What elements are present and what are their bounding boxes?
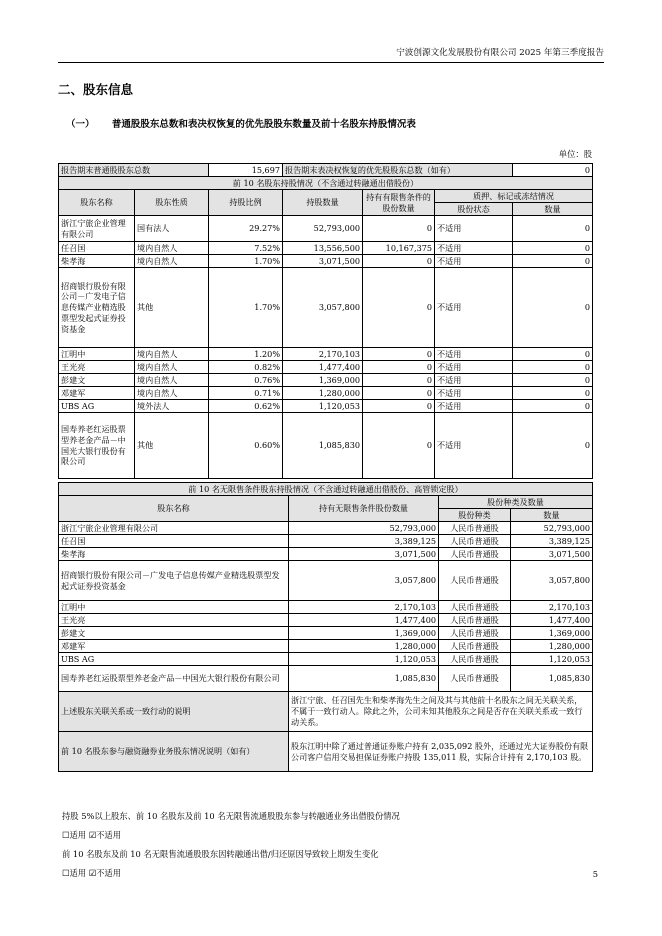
- note-change-text: 前 10 名股东及前 10 名无限售流通股股东因转融通出借/归还原因导致较上期发生变化: [62, 849, 379, 859]
- section-title: 二、股东信息: [58, 82, 134, 97]
- cell-qty: 3,071,500: [283, 255, 363, 268]
- cell-num: 0: [513, 400, 593, 413]
- cell-num: 0: [513, 216, 593, 242]
- col-share-type: 股份种类: [439, 509, 511, 522]
- cell-nature: 境内自然人: [135, 387, 209, 400]
- shareholder-row: [59, 374, 593, 387]
- cell-name: 招商银行股份有限公司－广发电子信息传媒产业精选股票型发起式证券投资基金: [59, 561, 289, 601]
- cell-qty: 1,085,830: [289, 666, 439, 692]
- cell-name: 浙江宁旅企业管理有限公司: [59, 216, 135, 242]
- cell-qty: 1,120,053: [289, 653, 439, 666]
- note-change-options: [62, 867, 121, 879]
- col-restricted-qty: 持有有限售条件的股份数量: [363, 190, 435, 216]
- cell-status: 不适用: [435, 348, 513, 361]
- cell-status: 不适用: [435, 242, 513, 255]
- cell-status: 不适用: [435, 216, 513, 242]
- cell-name: 任召国: [59, 535, 289, 548]
- shareholder-row: [59, 268, 593, 348]
- top10-shareholders-table: [58, 163, 593, 479]
- cell-ratio: 1.20%: [209, 348, 283, 361]
- cell-type: 人民币普通股: [439, 653, 511, 666]
- cell-num: 1,120,053: [511, 653, 593, 666]
- cell-ratio: 0.82%: [209, 361, 283, 374]
- cell-ratio: 0.62%: [209, 400, 283, 413]
- option-not-applicable-checkbox: ☑不适用: [88, 868, 122, 878]
- cell-name: 邓建军: [59, 387, 135, 400]
- cell-num: 0: [513, 361, 593, 374]
- cell-name: 柴孝海: [59, 255, 135, 268]
- page-header: 宁波创源文化发展股份有限公司 2025 年第三季度报告: [58, 46, 604, 63]
- col-unrestricted-name: 股东名称: [59, 496, 289, 522]
- subsection-text: 普通股股东总数和表决权恢复的优先股股东数量及前十名股东持股情况表: [111, 119, 416, 130]
- cell-num: 0: [513, 348, 593, 361]
- unrestricted-row: [59, 614, 593, 627]
- cell-num: 0: [513, 268, 593, 348]
- cell-type: 人民币普通股: [439, 640, 511, 653]
- cell-name: 江明中: [59, 601, 289, 614]
- cell-qty: 3,057,800: [289, 561, 439, 601]
- unrestricted-row: [59, 640, 593, 653]
- cell-num: 2,170,103: [511, 601, 593, 614]
- col-holding-ratio: 持股比例: [209, 190, 283, 216]
- shareholder-row: [59, 242, 593, 255]
- cell-status: 不适用: [435, 374, 513, 387]
- cell-nature: 国有法人: [135, 216, 209, 242]
- cell-status: 不适用: [435, 413, 513, 479]
- margin-text: 股东江明中除了通过普通证券账户持有 2,035,092 股外，还通过光大证券股份有限公司客户信用交易担保证券账户持股 135,011 股，实际合计持有 2,170,103 股。: [289, 732, 593, 772]
- cell-status: 不适用: [435, 268, 513, 348]
- cell-status: 不适用: [435, 400, 513, 413]
- shareholder-row: [59, 400, 593, 413]
- page-number: 5: [592, 869, 598, 879]
- cell-num: 1,085,830: [511, 666, 593, 692]
- unrestricted-row: [59, 627, 593, 640]
- cell-num: 1,477,400: [511, 614, 593, 627]
- shareholder-row: [59, 348, 593, 361]
- cell-type: 人民币普通股: [439, 627, 511, 640]
- top10-header: 前 10 名股东持股情况（不含通过转融通出借股份）: [59, 177, 593, 190]
- cell-type: 人民币普通股: [439, 601, 511, 614]
- cell-nature: 境内自然人: [135, 348, 209, 361]
- subsection-number: （一）: [66, 119, 95, 130]
- cell-type: 人民币普通股: [439, 561, 511, 601]
- cell-num: 0: [513, 387, 593, 400]
- cell-status: 不适用: [435, 387, 513, 400]
- relation-label: 上述股东关联关系或一致行动的说明: [59, 692, 289, 732]
- cell-num: 1,280,000: [511, 640, 593, 653]
- cell-name: 彭建文: [59, 374, 135, 387]
- cell-restricted: 0: [363, 374, 435, 387]
- cell-num: 1,369,000: [511, 627, 593, 640]
- cell-qty: 2,170,103: [283, 348, 363, 361]
- cell-status: 不适用: [435, 361, 513, 374]
- total-holders-label: 报告期末普通股股东总数: [59, 164, 209, 177]
- cell-qty: 1,120,053: [283, 400, 363, 413]
- shareholder-row: [59, 361, 593, 374]
- cell-restricted: 0: [363, 387, 435, 400]
- cell-type: 人民币普通股: [439, 666, 511, 692]
- cell-restricted: 0: [363, 413, 435, 479]
- unrestricted-row: [59, 522, 593, 535]
- pref-holders-value: 0: [513, 164, 593, 177]
- margin-label: 前 10 名股东参与融资融券业务股东情况说明（如有）: [59, 732, 289, 772]
- cell-qty: 1,280,000: [283, 387, 363, 400]
- cell-type: 人民币普通股: [439, 522, 511, 535]
- cell-restricted: 0: [363, 216, 435, 242]
- unrestricted-row: [59, 653, 593, 666]
- cell-name: 王光亮: [59, 614, 289, 627]
- relation-text: 浙江宁旅、任召国先生和柴孝海先生之间及其与其他前十名股东之间无关联关系，不属于一致行动人。除此之外，公司未知其他股东之间是否存在关联关系或一致行动关系。: [289, 692, 593, 732]
- cell-restricted: 0: [363, 400, 435, 413]
- cell-type: 人民币普通股: [439, 548, 511, 561]
- unrestricted-header: 前 10 名无限售条件股东持股情况（不含通过转融通出借股份、高管锁定股）: [59, 483, 593, 496]
- cell-nature: 境内自然人: [135, 361, 209, 374]
- cell-name: 招商银行股份有限公司－广发电子信息传媒产业精选股票型发起式证券投资基金: [59, 268, 135, 348]
- subsection-title: [66, 116, 416, 130]
- cell-nature: 其他: [135, 413, 209, 479]
- cell-qty: 1,280,000: [289, 640, 439, 653]
- option-applicable-checkbox: ☐适用: [62, 830, 87, 840]
- cell-qty: 1,477,400: [283, 361, 363, 374]
- shareholder-row: [59, 413, 593, 479]
- cell-num: 0: [513, 242, 593, 255]
- cell-num: 0: [513, 255, 593, 268]
- cell-ratio: 0.60%: [209, 413, 283, 479]
- cell-qty: 3,071,500: [289, 548, 439, 561]
- cell-qty: 3,389,125: [289, 535, 439, 548]
- cell-ratio: 1.70%: [209, 255, 283, 268]
- top10-unrestricted-table: [58, 482, 593, 772]
- shareholder-row: [59, 387, 593, 400]
- cell-nature: 境内自然人: [135, 242, 209, 255]
- cell-name: UBS AG: [59, 400, 135, 413]
- cell-status: 不适用: [435, 255, 513, 268]
- cell-nature: 境外法人: [135, 400, 209, 413]
- cell-qty: 1,085,830: [283, 413, 363, 479]
- unit-label: 单位：股: [558, 149, 592, 159]
- cell-name: 王光亮: [59, 361, 135, 374]
- cell-ratio: 0.76%: [209, 374, 283, 387]
- cell-name: 浙江宁旅企业管理有限公司: [59, 522, 289, 535]
- cell-restricted: 0: [363, 255, 435, 268]
- unrestricted-row: [59, 666, 593, 692]
- cell-restricted: 0: [363, 361, 435, 374]
- unrestricted-row: [59, 601, 593, 614]
- cell-ratio: 1.70%: [209, 268, 283, 348]
- total-holders-value: 15,697: [209, 164, 283, 177]
- cell-ratio: 29.27%: [209, 216, 283, 242]
- cell-name: UBS AG: [59, 653, 289, 666]
- cell-ratio: 0.71%: [209, 387, 283, 400]
- cell-qty: 52,793,000: [283, 216, 363, 242]
- cell-name: 柴孝海: [59, 548, 289, 561]
- cell-qty: 1,369,000: [289, 627, 439, 640]
- cell-type: 人民币普通股: [439, 535, 511, 548]
- cell-ratio: 7.52%: [209, 242, 283, 255]
- col-shareholder-nature: 股东性质: [135, 190, 209, 216]
- cell-restricted: 0: [363, 268, 435, 348]
- note-lending-text: 持股 5%以上股东、前 10 名股东及前 10 名无限售流通股股东参与转融通业务出借股份情况: [62, 811, 400, 821]
- unrestricted-row: [59, 561, 593, 601]
- option-applicable-checkbox: ☐适用: [62, 868, 87, 878]
- cell-name: 邓建军: [59, 640, 289, 653]
- cell-name: 国寿养老红运股票型养老金产品－中国光大银行股份有限公司: [59, 666, 289, 692]
- cell-name: 江明中: [59, 348, 135, 361]
- pref-holders-label: 报告期末表决权恢复的优先股股东总数（如有）: [283, 164, 513, 177]
- cell-qty: 13,556,500: [283, 242, 363, 255]
- col-pledge-num: 数量: [513, 203, 593, 216]
- unrestricted-row: [59, 535, 593, 548]
- cell-type: 人民币普通股: [439, 614, 511, 627]
- col-shareholder-name: 股东名称: [59, 190, 135, 216]
- col-holding-qty: 持股数量: [283, 190, 363, 216]
- cell-nature: 境内自然人: [135, 374, 209, 387]
- cell-name: 任召国: [59, 242, 135, 255]
- cell-nature: 境内自然人: [135, 255, 209, 268]
- cell-name: 国寿养老红运股票型养老金产品－中国光大银行股份有限公司: [59, 413, 135, 479]
- unrestricted-row: [59, 548, 593, 561]
- shareholder-row: [59, 255, 593, 268]
- shareholder-row: [59, 216, 593, 242]
- option-not-applicable-checkbox: ☑不适用: [88, 830, 122, 840]
- cell-num: 3,071,500: [511, 548, 593, 561]
- cell-qty: 3,057,800: [283, 268, 363, 348]
- col-unrestricted-qty: 持有无限售条件股份数量: [289, 496, 439, 522]
- cell-num: 3,057,800: [511, 561, 593, 601]
- note-lending-options: [62, 829, 121, 841]
- col-share-status: 股份状态: [435, 203, 513, 216]
- cell-restricted: 0: [363, 348, 435, 361]
- col-share-num: 数量: [511, 509, 593, 522]
- cell-qty: 1,477,400: [289, 614, 439, 627]
- cell-nature: 其他: [135, 268, 209, 348]
- cell-num: 52,793,000: [511, 522, 593, 535]
- cell-restricted: 10,167,375: [363, 242, 435, 255]
- cell-qty: 52,793,000: [289, 522, 439, 535]
- cell-num: 0: [513, 374, 593, 387]
- cell-qty: 1,369,000: [283, 374, 363, 387]
- cell-qty: 2,170,103: [289, 601, 439, 614]
- col-pledge-group: 质押、标记或冻结情况: [435, 190, 593, 203]
- cell-num: 0: [513, 413, 593, 479]
- cell-num: 3,389,125: [511, 535, 593, 548]
- cell-name: 彭建文: [59, 627, 289, 640]
- col-share-type-group: 股份种类及数量: [439, 496, 593, 509]
